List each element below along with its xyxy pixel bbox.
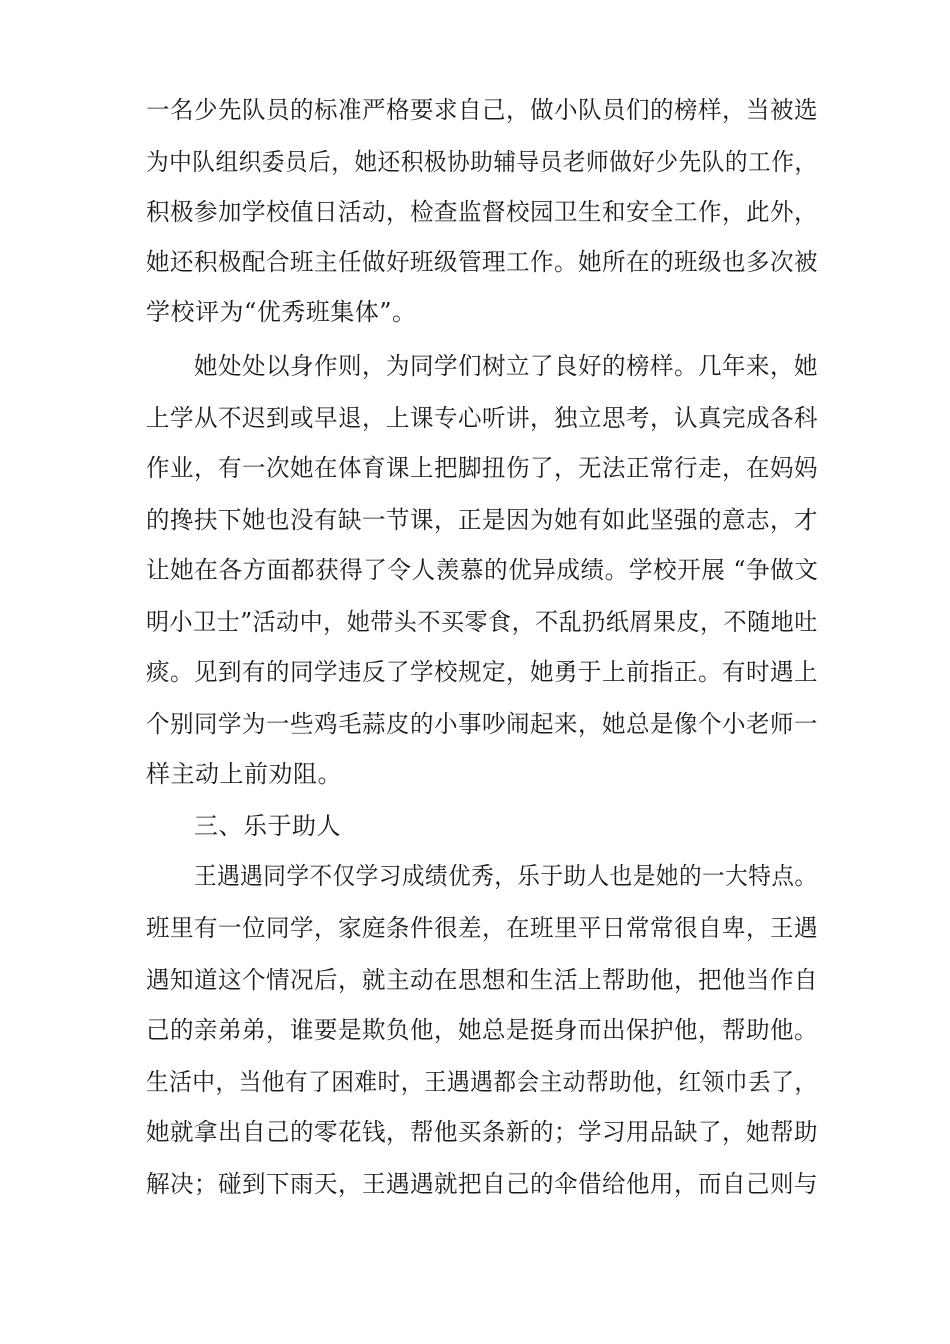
paragraph-start-line: 王遇遇同学不仅学习成绩优秀，乐于助人也是她的一大特点。 xyxy=(194,862,818,890)
text-line: 让她在各方面都获得了令人羡慕的优异成绩。学校开展 “争做文 xyxy=(146,556,819,584)
text-line: 己的亲弟弟，谁要是欺负他，她总是挺身而出保护他，帮助他。 xyxy=(146,1016,818,1044)
text-line: 班里有一位同学，家庭条件很差，在班里平日常常很自卑，王遇 xyxy=(146,914,818,942)
text-line: 痰。见到有的同学违反了学校规定，她勇于上前指正。有时遇上 xyxy=(146,658,818,686)
text-line: 一名少先队员的标准严格要求自己，做小队员们的榜样，当被选 xyxy=(146,96,818,124)
text-line: 解决；碰到下雨天，王遇遇就把自己的伞借给他用，而自己则与 xyxy=(146,1170,818,1198)
text-line: 明小卫士”活动中，她带头不买零食，不乱扔纸屑果皮，不随地吐 xyxy=(146,608,818,636)
text-line: 上学从不迟到或早退，上课专心听讲，独立思考，认真完成各科 xyxy=(146,404,818,432)
text-line: 她还积极配合班主任做好班级管理工作。她所在的班级也多次被 xyxy=(146,248,818,276)
paragraph-start-line: 她处处以身作则，为同学们树立了良好的榜样。几年来，她 xyxy=(194,352,818,380)
text-line: 作业，有一次她在体育课上把脚扭伤了，无法正常行走，在妈妈 xyxy=(146,454,818,482)
text-line: 她就拿出自己的零花钱，帮他买条新的；学习用品缺了，她帮助 xyxy=(146,1118,818,1146)
text-line: 遇知道这个情况后，就主动在思想和生活上帮助他，把他当作自 xyxy=(146,966,818,994)
text-line: 生活中，当他有了困难时，王遇遇都会主动帮助他，红领巾丢了， xyxy=(146,1068,818,1096)
text-line: 样主动上前劝阻。 xyxy=(146,760,342,788)
text-line: 的搀扶下她也没有缺一节课，正是因为她有如此坚强的意志，才 xyxy=(146,506,818,534)
text-line: 学校评为“优秀班集体”。 xyxy=(146,298,417,326)
section-heading: 三、乐于助人 xyxy=(194,812,341,840)
text-line: 积极参加学校值日活动，检查监督校园卫生和安全工作，此外， xyxy=(146,198,818,226)
text-line: 为中队组织委员后，她还积极协助辅导员老师做好少先队的工作， xyxy=(146,148,818,176)
text-line: 个别同学为一些鸡毛蒜皮的小事吵闹起来，她总是像个小老师一 xyxy=(146,710,818,738)
